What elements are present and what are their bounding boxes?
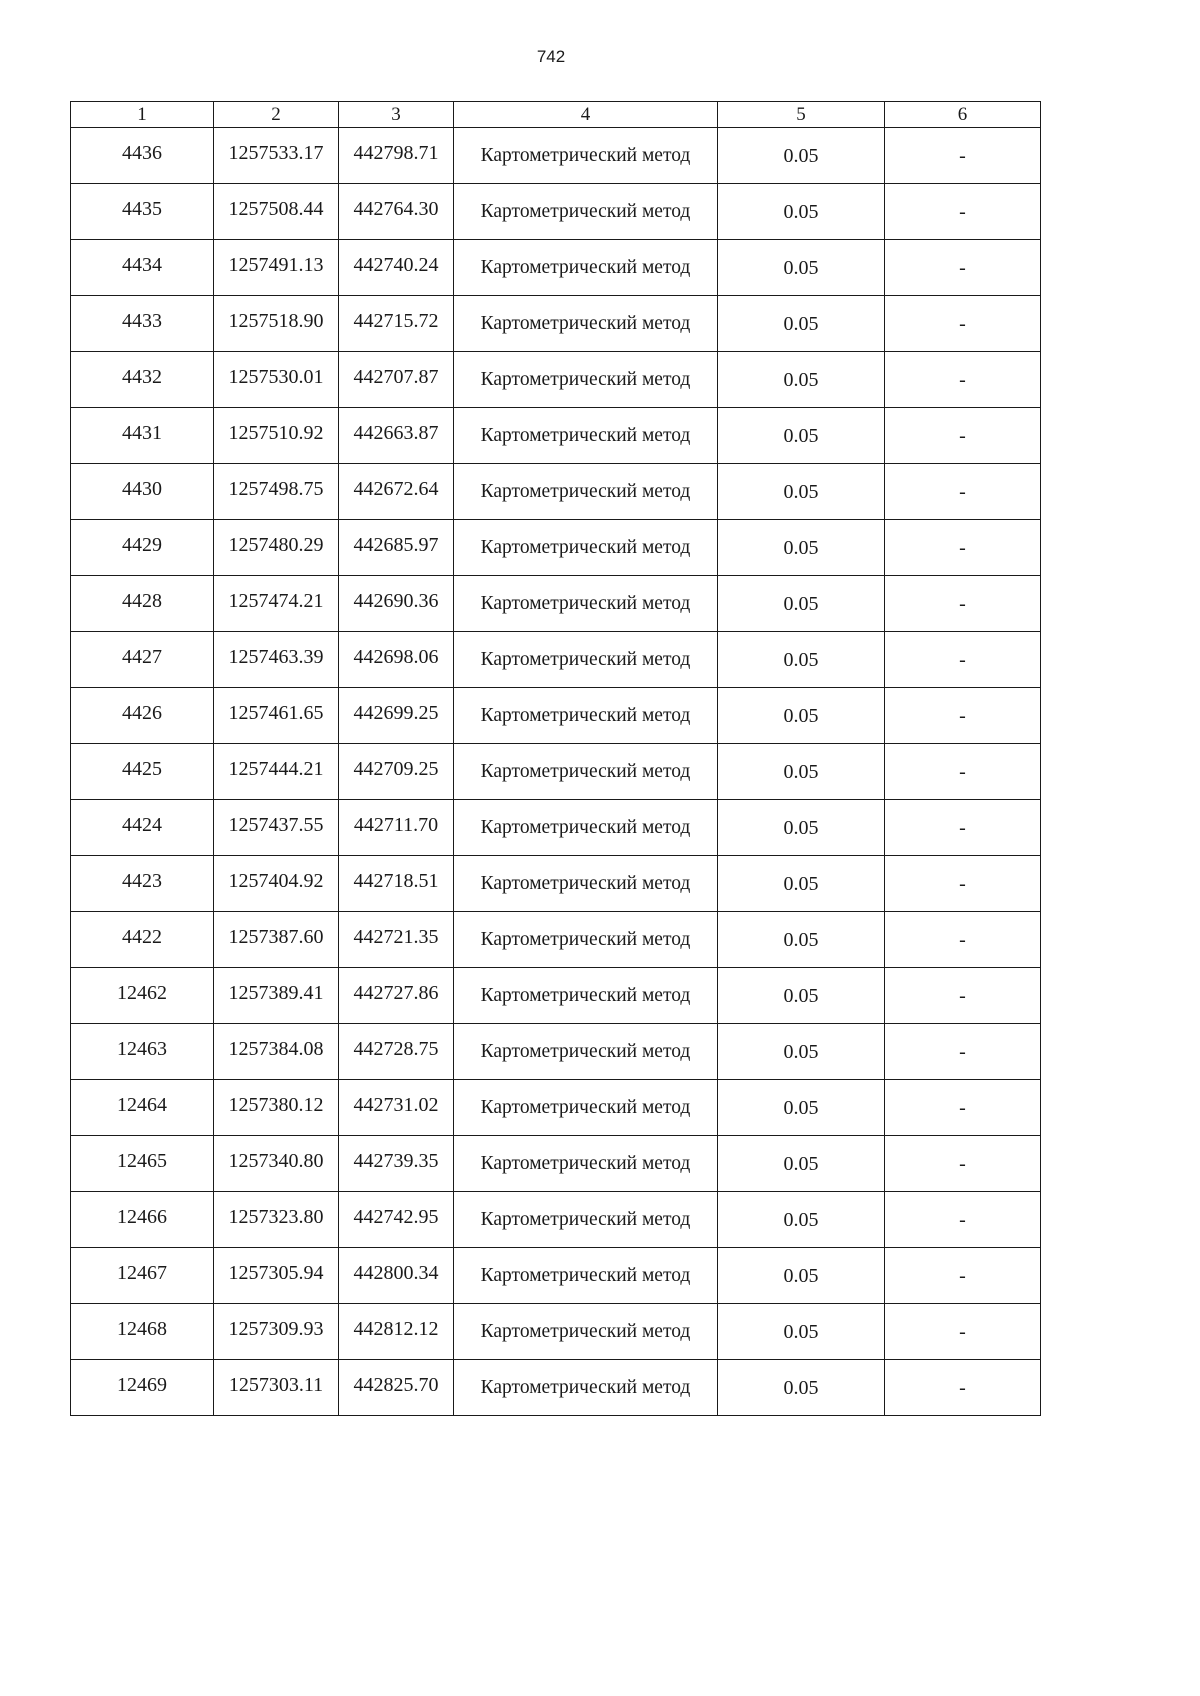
- y-coordinate-cell: 442742.95: [339, 1192, 454, 1248]
- note-cell: -: [885, 744, 1041, 800]
- method-cell: Картометрический метод: [454, 688, 718, 744]
- accuracy-cell: 0.05: [718, 1080, 885, 1136]
- x-coordinate-cell: 1257437.55: [214, 800, 339, 856]
- column-header-6: 6: [885, 102, 1041, 128]
- x-coordinate-cell: 1257305.94: [214, 1248, 339, 1304]
- point-number-cell: 12467: [71, 1248, 214, 1304]
- table-row: [71, 1304, 1041, 1360]
- table-row: [71, 1080, 1041, 1136]
- accuracy-cell: 0.05: [718, 1360, 885, 1416]
- x-coordinate-cell: 1257387.60: [214, 912, 339, 968]
- point-number-cell: 4434: [71, 240, 214, 296]
- table-header-row: [71, 102, 1041, 128]
- point-number-cell: 12464: [71, 1080, 214, 1136]
- point-number-cell: 4431: [71, 408, 214, 464]
- accuracy-cell: 0.05: [718, 240, 885, 296]
- note-cell: -: [885, 912, 1041, 968]
- method-cell: Картометрический метод: [454, 1080, 718, 1136]
- method-cell: Картометрический метод: [454, 408, 718, 464]
- table-row: [71, 744, 1041, 800]
- point-number-cell: 4425: [71, 744, 214, 800]
- column-header-3: 3: [339, 102, 454, 128]
- y-coordinate-cell: 442764.30: [339, 184, 454, 240]
- note-cell: -: [885, 1136, 1041, 1192]
- table-row: [71, 1360, 1041, 1416]
- column-header-2: 2: [214, 102, 339, 128]
- x-coordinate-cell: 1257518.90: [214, 296, 339, 352]
- y-coordinate-cell: 442728.75: [339, 1024, 454, 1080]
- accuracy-cell: 0.05: [718, 632, 885, 688]
- method-cell: Картометрический метод: [454, 1304, 718, 1360]
- note-cell: -: [885, 520, 1041, 576]
- y-coordinate-cell: 442699.25: [339, 688, 454, 744]
- method-cell: Картометрический метод: [454, 856, 718, 912]
- y-coordinate-cell: 442721.35: [339, 912, 454, 968]
- table-row: [71, 912, 1041, 968]
- table-row: [71, 464, 1041, 520]
- table-row: [71, 1136, 1041, 1192]
- table-row: [71, 632, 1041, 688]
- accuracy-cell: 0.05: [718, 576, 885, 632]
- accuracy-cell: 0.05: [718, 856, 885, 912]
- method-cell: Картометрический метод: [454, 240, 718, 296]
- column-header-5: 5: [718, 102, 885, 128]
- point-number-cell: 12462: [71, 968, 214, 1024]
- accuracy-cell: 0.05: [718, 184, 885, 240]
- table-row: [71, 1192, 1041, 1248]
- accuracy-cell: 0.05: [718, 912, 885, 968]
- x-coordinate-cell: 1257323.80: [214, 1192, 339, 1248]
- method-cell: Картометрический метод: [454, 968, 718, 1024]
- method-cell: Картометрический метод: [454, 1360, 718, 1416]
- y-coordinate-cell: 442812.12: [339, 1304, 454, 1360]
- page-number: 742: [536, 47, 566, 66]
- note-cell: -: [885, 464, 1041, 520]
- table-row: [71, 520, 1041, 576]
- accuracy-cell: 0.05: [718, 408, 885, 464]
- x-coordinate-cell: 1257480.29: [214, 520, 339, 576]
- table-row: [71, 296, 1041, 352]
- table-row: [71, 968, 1041, 1024]
- method-cell: Картометрический метод: [454, 352, 718, 408]
- method-cell: Картометрический метод: [454, 744, 718, 800]
- point-number-cell: 12465: [71, 1136, 214, 1192]
- y-coordinate-cell: 442718.51: [339, 856, 454, 912]
- note-cell: -: [885, 352, 1041, 408]
- x-coordinate-cell: 1257380.12: [214, 1080, 339, 1136]
- note-cell: -: [885, 296, 1041, 352]
- y-coordinate-cell: 442663.87: [339, 408, 454, 464]
- x-coordinate-cell: 1257463.39: [214, 632, 339, 688]
- y-coordinate-cell: 442800.34: [339, 1248, 454, 1304]
- y-coordinate-cell: 442707.87: [339, 352, 454, 408]
- note-cell: -: [885, 184, 1041, 240]
- coordinates-table: [70, 101, 1041, 1416]
- accuracy-cell: 0.05: [718, 1136, 885, 1192]
- note-cell: -: [885, 1024, 1041, 1080]
- y-coordinate-cell: 442825.70: [339, 1360, 454, 1416]
- note-cell: -: [885, 1192, 1041, 1248]
- table-row: [71, 352, 1041, 408]
- y-coordinate-cell: 442685.97: [339, 520, 454, 576]
- point-number-cell: 4436: [71, 128, 214, 184]
- x-coordinate-cell: 1257491.13: [214, 240, 339, 296]
- method-cell: Картометрический метод: [454, 912, 718, 968]
- method-cell: Картометрический метод: [454, 800, 718, 856]
- point-number-cell: 4429: [71, 520, 214, 576]
- y-coordinate-cell: 442672.64: [339, 464, 454, 520]
- y-coordinate-cell: 442798.71: [339, 128, 454, 184]
- y-coordinate-cell: 442698.06: [339, 632, 454, 688]
- point-number-cell: 12463: [71, 1024, 214, 1080]
- y-coordinate-cell: 442711.70: [339, 800, 454, 856]
- x-coordinate-cell: 1257508.44: [214, 184, 339, 240]
- x-coordinate-cell: 1257510.92: [214, 408, 339, 464]
- method-cell: Картометрический метод: [454, 184, 718, 240]
- method-cell: Картометрический метод: [454, 128, 718, 184]
- note-cell: -: [885, 856, 1041, 912]
- x-coordinate-cell: 1257389.41: [214, 968, 339, 1024]
- table-row: [71, 688, 1041, 744]
- note-cell: -: [885, 800, 1041, 856]
- point-number-cell: 12468: [71, 1304, 214, 1360]
- accuracy-cell: 0.05: [718, 296, 885, 352]
- table-row: [71, 576, 1041, 632]
- method-cell: Картометрический метод: [454, 1192, 718, 1248]
- accuracy-cell: 0.05: [718, 688, 885, 744]
- y-coordinate-cell: 442731.02: [339, 1080, 454, 1136]
- note-cell: -: [885, 632, 1041, 688]
- column-header-4: 4: [454, 102, 718, 128]
- method-cell: Картометрический метод: [454, 632, 718, 688]
- x-coordinate-cell: 1257533.17: [214, 128, 339, 184]
- note-cell: -: [885, 240, 1041, 296]
- table-row: [71, 800, 1041, 856]
- accuracy-cell: 0.05: [718, 1248, 885, 1304]
- point-number-cell: 4432: [71, 352, 214, 408]
- point-number-cell: 4430: [71, 464, 214, 520]
- table-row: [71, 856, 1041, 912]
- accuracy-cell: 0.05: [718, 1024, 885, 1080]
- table-body: [71, 128, 1041, 1416]
- accuracy-cell: 0.05: [718, 744, 885, 800]
- accuracy-cell: 0.05: [718, 1192, 885, 1248]
- method-cell: Картометрический метод: [454, 464, 718, 520]
- x-coordinate-cell: 1257498.75: [214, 464, 339, 520]
- y-coordinate-cell: 442739.35: [339, 1136, 454, 1192]
- accuracy-cell: 0.05: [718, 520, 885, 576]
- x-coordinate-cell: 1257309.93: [214, 1304, 339, 1360]
- note-cell: -: [885, 1304, 1041, 1360]
- point-number-cell: 4427: [71, 632, 214, 688]
- note-cell: -: [885, 128, 1041, 184]
- x-coordinate-cell: 1257444.21: [214, 744, 339, 800]
- x-coordinate-cell: 1257461.65: [214, 688, 339, 744]
- method-cell: Картометрический метод: [454, 1248, 718, 1304]
- table-row: [71, 1248, 1041, 1304]
- note-cell: -: [885, 1248, 1041, 1304]
- point-number-cell: 12469: [71, 1360, 214, 1416]
- x-coordinate-cell: 1257530.01: [214, 352, 339, 408]
- y-coordinate-cell: 442690.36: [339, 576, 454, 632]
- note-cell: -: [885, 1360, 1041, 1416]
- y-coordinate-cell: 442727.86: [339, 968, 454, 1024]
- point-number-cell: 4424: [71, 800, 214, 856]
- column-header-1: 1: [71, 102, 214, 128]
- table-row: [71, 408, 1041, 464]
- method-cell: Картометрический метод: [454, 1024, 718, 1080]
- x-coordinate-cell: 1257404.92: [214, 856, 339, 912]
- table-row: [71, 184, 1041, 240]
- method-cell: Картометрический метод: [454, 576, 718, 632]
- table-row: [71, 128, 1041, 184]
- point-number-cell: 4428: [71, 576, 214, 632]
- point-number-cell: 4426: [71, 688, 214, 744]
- y-coordinate-cell: 442715.72: [339, 296, 454, 352]
- table-row: [71, 240, 1041, 296]
- accuracy-cell: 0.05: [718, 1304, 885, 1360]
- table-row: [71, 1024, 1041, 1080]
- accuracy-cell: 0.05: [718, 464, 885, 520]
- point-number-cell: 12466: [71, 1192, 214, 1248]
- accuracy-cell: 0.05: [718, 352, 885, 408]
- accuracy-cell: 0.05: [718, 128, 885, 184]
- y-coordinate-cell: 442709.25: [339, 744, 454, 800]
- note-cell: -: [885, 576, 1041, 632]
- point-number-cell: 4435: [71, 184, 214, 240]
- x-coordinate-cell: 1257474.21: [214, 576, 339, 632]
- note-cell: -: [885, 408, 1041, 464]
- method-cell: Картометрический метод: [454, 520, 718, 576]
- y-coordinate-cell: 442740.24: [339, 240, 454, 296]
- point-number-cell: 4422: [71, 912, 214, 968]
- x-coordinate-cell: 1257340.80: [214, 1136, 339, 1192]
- point-number-cell: 4423: [71, 856, 214, 912]
- method-cell: Картометрический метод: [454, 296, 718, 352]
- x-coordinate-cell: 1257384.08: [214, 1024, 339, 1080]
- note-cell: -: [885, 1080, 1041, 1136]
- method-cell: Картометрический метод: [454, 1136, 718, 1192]
- note-cell: -: [885, 968, 1041, 1024]
- x-coordinate-cell: 1257303.11: [214, 1360, 339, 1416]
- note-cell: -: [885, 688, 1041, 744]
- accuracy-cell: 0.05: [718, 800, 885, 856]
- point-number-cell: 4433: [71, 296, 214, 352]
- accuracy-cell: 0.05: [718, 968, 885, 1024]
